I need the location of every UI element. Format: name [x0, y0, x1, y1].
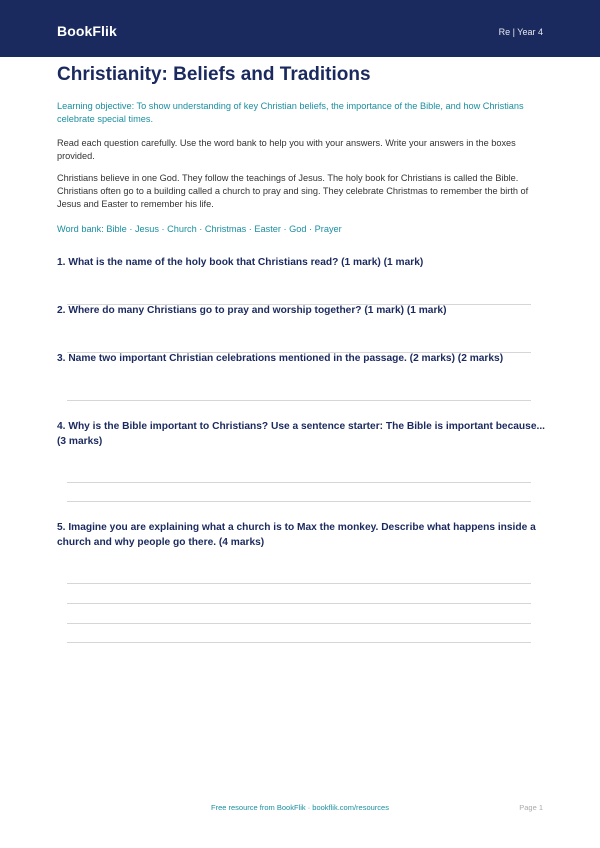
header-bar — [0, 0, 600, 57]
question-4: 4. Why is the Bible important to Christians? Use a sentence starter: The Bible is important because... (3 marks) — [57, 421, 545, 447]
subject-year-label: Re | Year 4 — [498, 27, 543, 37]
answer-line-q5d[interactable] — [67, 642, 531, 643]
page-title: Christianity: Beliefs and Traditions — [57, 64, 371, 85]
word-bank: Word bank: Bible · Jesus · Church · Christmas · Easter · God · Prayer — [57, 224, 342, 234]
answer-line-q4a[interactable] — [67, 482, 531, 483]
learning-objective: Learning objective: To show understanding of key Christian beliefs, the importance of the Bible, and how Christians celebrate special times. — [57, 101, 524, 124]
answer-line-q5b[interactable] — [67, 603, 531, 604]
question-3: 3. Name two important Christian celebrations mentioned in the passage. (2 marks) (2 marks) — [57, 353, 504, 364]
answer-line-q4b[interactable] — [67, 501, 531, 502]
question-2: 2. Where do many Christians go to pray and worship together? (1 mark) (1 mark) — [57, 305, 447, 316]
reading-passage: Christians believe in one God. They follow the teachings of Jesus. The holy book for Christians is called the Bible. Christians often go to a building called a church to pray and sing. They celebrate Christmas to remember the birth of Jesus and Easter to remember his life. — [57, 173, 529, 209]
page-number: Page 1 — [519, 803, 543, 812]
answer-line-q3[interactable] — [67, 400, 531, 401]
instructions-text: Read each question carefully. Use the word bank to help you with your answers. Write your answers in the boxes provided. — [57, 138, 516, 161]
footer-credit[interactable]: Free resource from BookFlik · bookflik.com/resources — [211, 803, 389, 812]
answer-line-q5a[interactable] — [67, 583, 531, 584]
answer-line-q5c[interactable] — [67, 623, 531, 624]
question-1: 1. What is the name of the holy book that Christians read? (1 mark) (1 mark) — [57, 257, 424, 268]
question-5: 5. Imagine you are explaining what a church is to Max the monkey. Describe what happens inside a church and why people go there. (4 marks) — [57, 522, 536, 548]
brand-logo-text[interactable]: BookFlik — [57, 23, 117, 39]
